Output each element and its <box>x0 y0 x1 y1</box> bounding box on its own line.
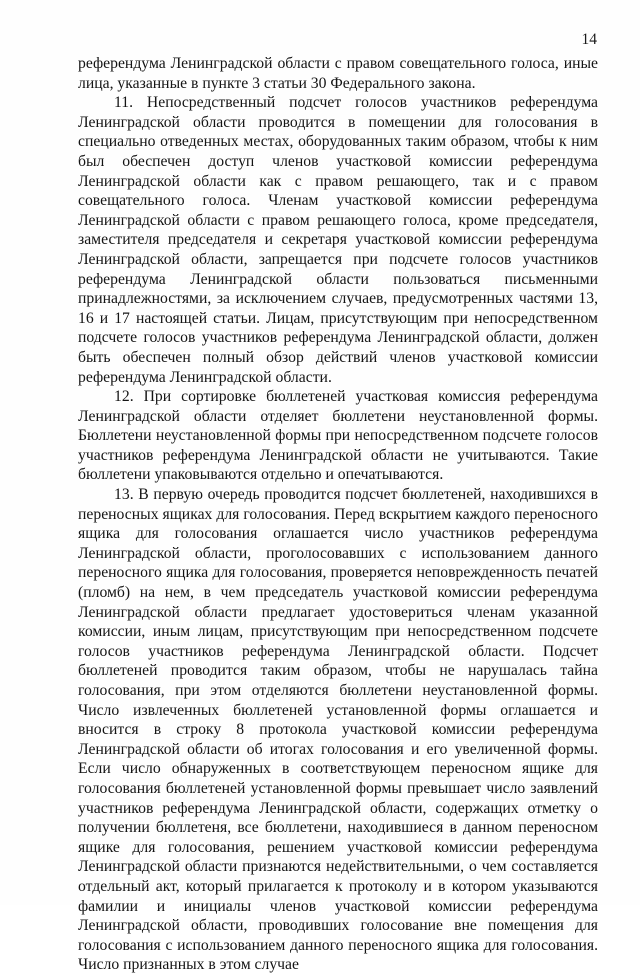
page-number: 14 <box>581 31 597 48</box>
paragraph-continuation: референдума Ленинградской области с правом совещательного голоса, иные лица, указанные в пункте 3 статьи 30 Федерального закона. <box>78 55 598 92</box>
paragraph-item-12: 12. При сортировке бюллетеней участковая комиссия референдума Ленинградской области отделяет бюллетени неустановленной формы. Бюллетени неустановленной формы при непосредственном подсчете голосов участников референдума Ленинградской области не учитываются. Такие бюллетени упаковываются отдельно и опечатываются. <box>78 388 598 484</box>
paragraph-item-13: 13. В первую очередь проводится подсчет бюллетеней, находившихся в переносных ящиках для голосования. Перед вскрытием каждого переносного ящика для голосования оглашается число участников референдума Ленинградской области, проголосовавших с использованием данного переносного ящика для голосования, проверяется неповрежденность печатей (пломб) на нем, в чем председатель участковой комиссии референдума Ленинградской области предлагает удостовериться членам указанной комиссии, иным лицам, присутствующим при непосредственном подсчете голосов участников референдума Ленинградской области. Подсчет бюллетеней проводится таким образом, чтобы не нарушалась тайна голосования, при этом отделяются бюллетени неустановленной формы. Число извлеченных бюллетеней установленной формы оглашается и вносится в строку 8 протокола участковой комиссии референдума Ленинградской области об итогах голосования и его увеличенной формы. Если число обнаруженных в соответствующем переносном ящике для голосования бюллетеней установленной формы превышает число заявлений участников референдума Ленинградской области, содержащих отметку о получении бюллетеня, все бюллетени, находившиеся в данном переносном ящике для голосования, решением участковой комиссии референдума Ленинградской области признаются недействительными, о чем составляется отдельный акт, который прилагается к протоколу и в котором указываются фамилии и инициалы членов участковой комиссии референдума Ленинградской области, проводивших голосование вне помещения для голосования с использованием данного переносного ящика для голосования. Число признанных в этом случае <box>78 486 598 974</box>
body-text <box>78 54 598 975</box>
paragraph-item-11: 11. Непосредственный подсчет голосов участников референдума Ленинградской области проводится в помещении для голосования в специально отведенных местах, оборудованных таким образом, чтобы к ним был обеспечен доступ членов участковой комиссии референдума Ленинградской области как с правом решающего, так и с правом совещательного голоса. Членам участковой комиссии референдума Ленинградской области с правом решающего голоса, кроме председателя, заместителя председателя и секретаря участковой комиссии референдума Ленинградской области, запрещается при подсчете голосов участников референдума Ленинградской области пользоваться письменными принадлежностями, за исключением случаев, предусмотренных частями 13, 16 и 17 настоящей статьи. Лицам, присутствующим при непосредственном подсчете голосов участников референдума Ленинградской области, должен быть обеспечен полный обзор действий членов участковой комиссии референдума Ленинградской области. <box>78 94 598 386</box>
